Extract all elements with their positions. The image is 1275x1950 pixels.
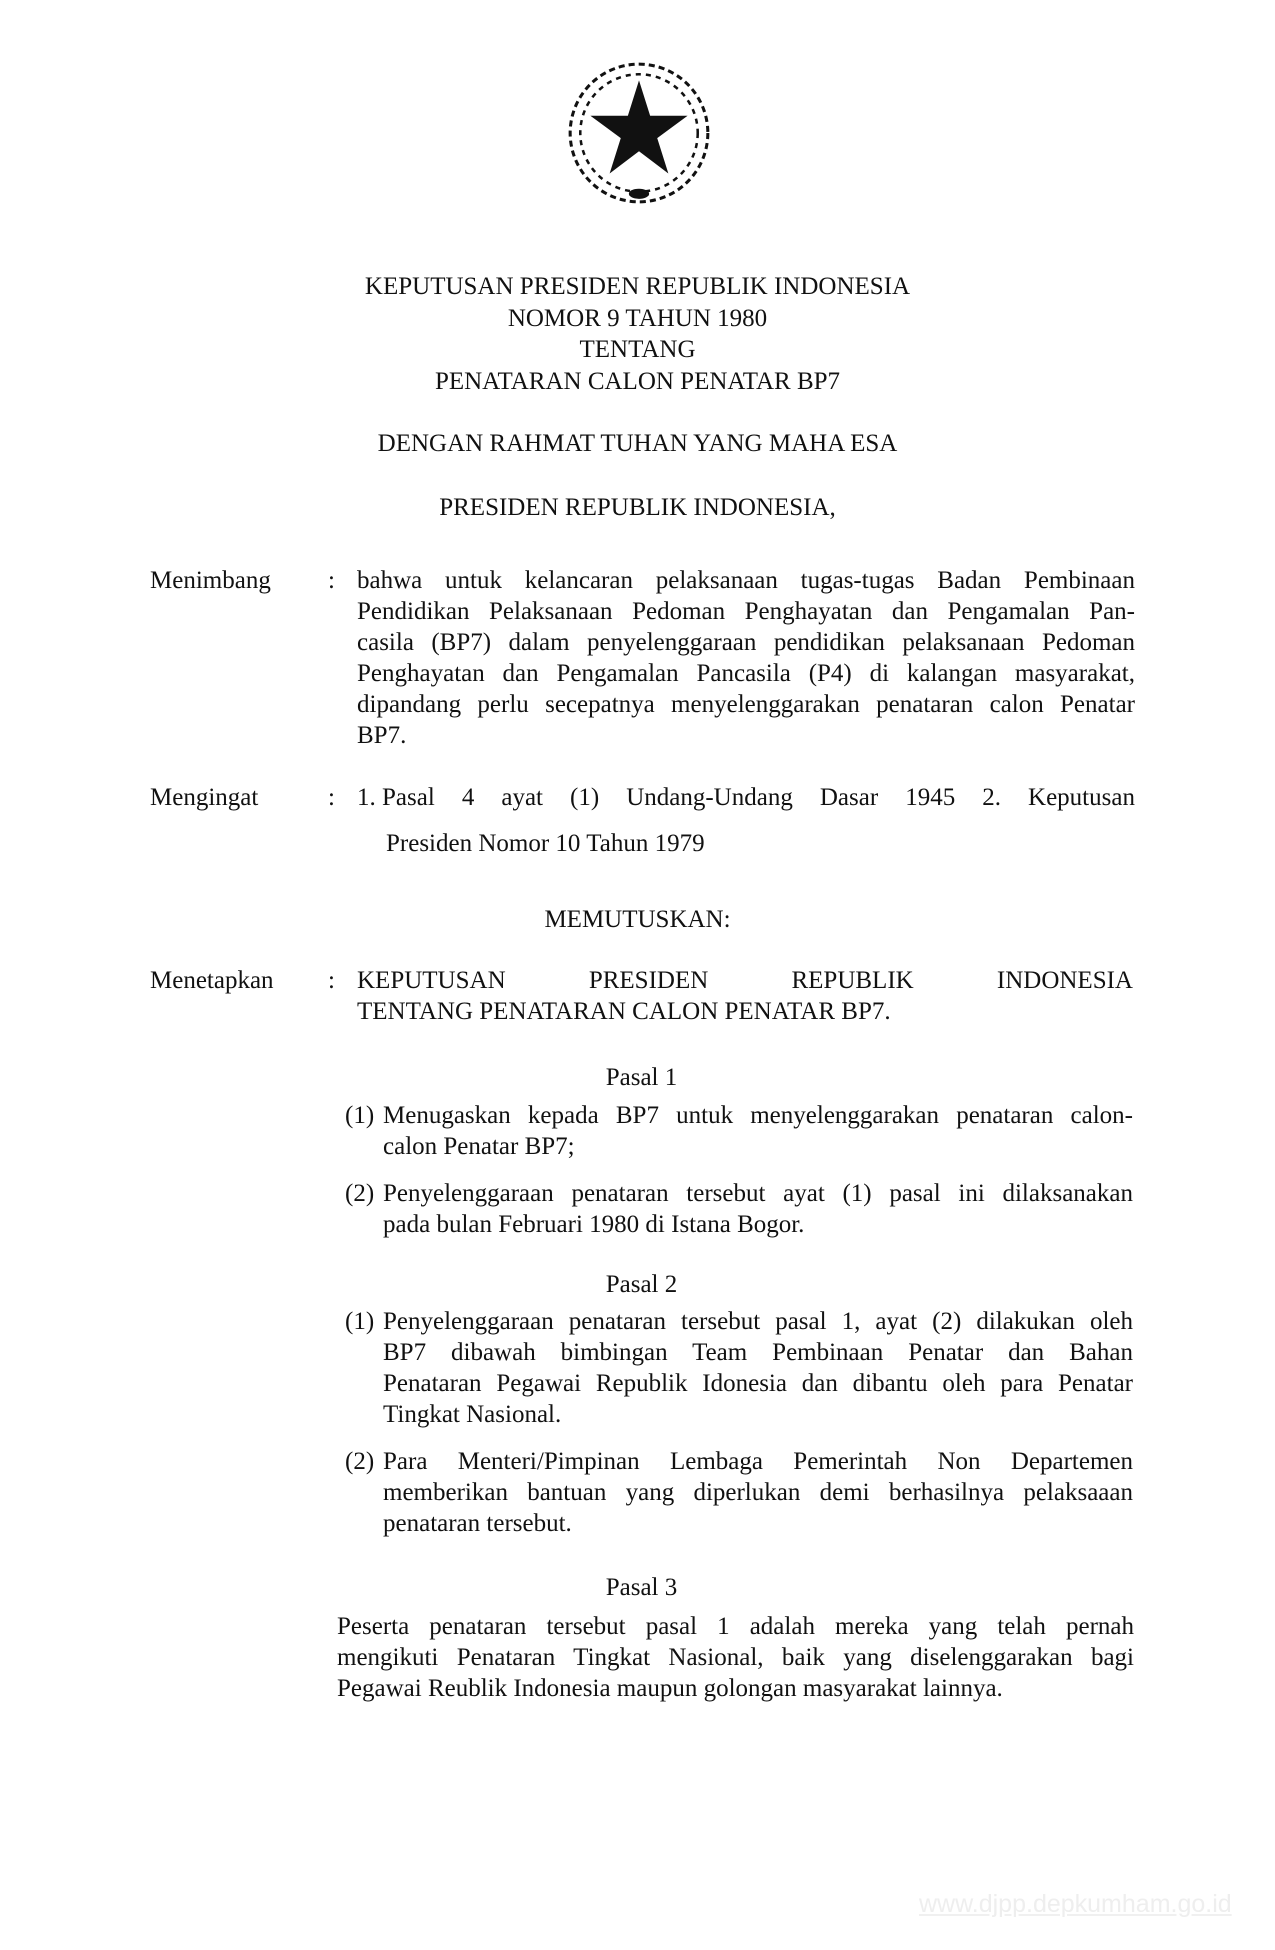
clause-colon: :: [328, 967, 335, 994]
body-line: Pegawai Reublik Indonesia maupun golongan masyarakat lainnya.: [337, 1675, 1003, 1702]
body-line: Pendidikan Pelaksanaan Pedoman Penghayatan dan Pengamalan Pan-: [357, 598, 1135, 625]
title-line: PENATARAN CALON PENATAR BP7: [434, 367, 841, 395]
decree-title: [0, 271, 1275, 397]
memutuskan-heading: MEMUTUSKAN:: [544, 906, 731, 933]
body-line: [357, 782, 1135, 813]
body-line: TENTANG PENATARAN CALON PENATAR BP7.: [357, 998, 891, 1025]
pasal-2-heading: Pasal 2: [605, 1271, 678, 1298]
body-line: memberikan bantuan yang diperlukan demi berhasilnya pelaksaaan: [383, 1479, 1133, 1506]
clause-colon: :: [328, 784, 335, 811]
title-line: TENTANG: [579, 336, 696, 363]
item-text: [383, 1306, 1133, 1430]
clause-label: Menimbang: [150, 567, 271, 594]
body-line: Presiden Nomor 10 Tahun 1979: [386, 830, 705, 857]
body-line: Penghayatan dan Pengamalan Pancasila (P4) di kalangan masyarakat,: [357, 660, 1135, 687]
body-line: BP7.: [357, 722, 407, 749]
item-text: [383, 1446, 1133, 1539]
clause-body: [357, 565, 1135, 751]
body-line: Menugaskan kepada BP7 untuk menyelenggarakan penataran calon-: [383, 1102, 1133, 1129]
word: Dasar: [819, 784, 879, 811]
pasal-3-body: [337, 1611, 1134, 1704]
word: 2.: [982, 784, 1001, 811]
word: (1): [570, 784, 600, 811]
opening-invocation: DENGAN RAHMAT TUHAN YANG MAHA ESA: [377, 430, 898, 457]
body-line: penataran tersebut.: [383, 1510, 572, 1537]
word: 1945: [905, 784, 956, 811]
body-line: Para Menteri/Pimpinan Lembaga Pemerintah Non Departemen: [383, 1448, 1133, 1475]
clause-label: Menetapkan: [150, 967, 274, 994]
item-text: [383, 1100, 1133, 1162]
word: REPUBLIK: [791, 967, 914, 994]
clause-body: [357, 782, 1135, 813]
item-number: (1): [345, 1102, 375, 1129]
body-line: calon Penatar BP7;: [383, 1133, 575, 1160]
clause-colon: :: [328, 567, 335, 594]
body-line: Tingkat Nasional.: [383, 1401, 562, 1428]
body-line: Peserta penataran tersebut pasal 1 adalah mereka yang telah pernah: [337, 1613, 1134, 1640]
body-line: mengikuti Penataran Tingkat Nasional, baik yang diselenggarakan bagi: [337, 1644, 1134, 1671]
pasal-3-heading: Pasal 3: [605, 1574, 678, 1601]
title-line: NOMOR 9 TAHUN 1980: [507, 304, 768, 332]
state-emblem-icon: [558, 52, 720, 214]
word: Keputusan: [1028, 784, 1135, 811]
item-number: (1): [345, 1308, 375, 1335]
body-line: BP7 dibawah bimbingan Team Pembinaan Penatar dan Bahan: [383, 1339, 1133, 1366]
clause-body: [357, 965, 1135, 1027]
source-watermark: www.djpp.depkumham.go.id: [919, 1890, 1232, 1918]
body-line: Penyelenggaraan penataran tersebut ayat (1) pasal ini dilaksanakan: [383, 1180, 1133, 1207]
body-line: bahwa untuk kelancaran pelaksanaan tugas-tugas Badan Pembinaan: [357, 567, 1135, 594]
word: 4: [461, 784, 475, 811]
body-line: dipandang perlu secepatnya menyelenggarakan penataran calon Penatar: [357, 691, 1135, 718]
title-line: KEPUTUSAN PRESIDEN REPUBLIK INDONESIA: [364, 273, 911, 300]
word: 1. Pasal: [357, 784, 435, 811]
item-text: [383, 1178, 1133, 1240]
word: Undang-Undang: [626, 784, 793, 811]
word: ayat: [501, 784, 543, 811]
item-number: (2): [345, 1448, 375, 1475]
word: KEPUTUSAN: [357, 967, 506, 994]
clause-label: Mengingat: [150, 784, 259, 811]
body-line: [357, 965, 1133, 996]
body-line: Penataran Pegawai Republik Idonesia dan dibantu oleh para Penatar: [383, 1370, 1133, 1397]
word: PRESIDEN: [588, 967, 709, 994]
item-number: (2): [345, 1180, 375, 1207]
body-line: casila (BP7) dalam penyelenggaraan pendidikan pelaksanaan Pedoman: [357, 629, 1135, 656]
word: INDONESIA: [996, 967, 1133, 994]
body-line: pada bulan Februari 1980 di Istana Bogor.: [383, 1211, 805, 1238]
body-line: Penyelenggaraan penataran tersebut pasal 1, ayat (2) dilakukan oleh: [383, 1308, 1133, 1335]
pasal-1-heading: Pasal 1: [605, 1064, 678, 1091]
issuer: PRESIDEN REPUBLIK INDONESIA,: [439, 494, 836, 521]
